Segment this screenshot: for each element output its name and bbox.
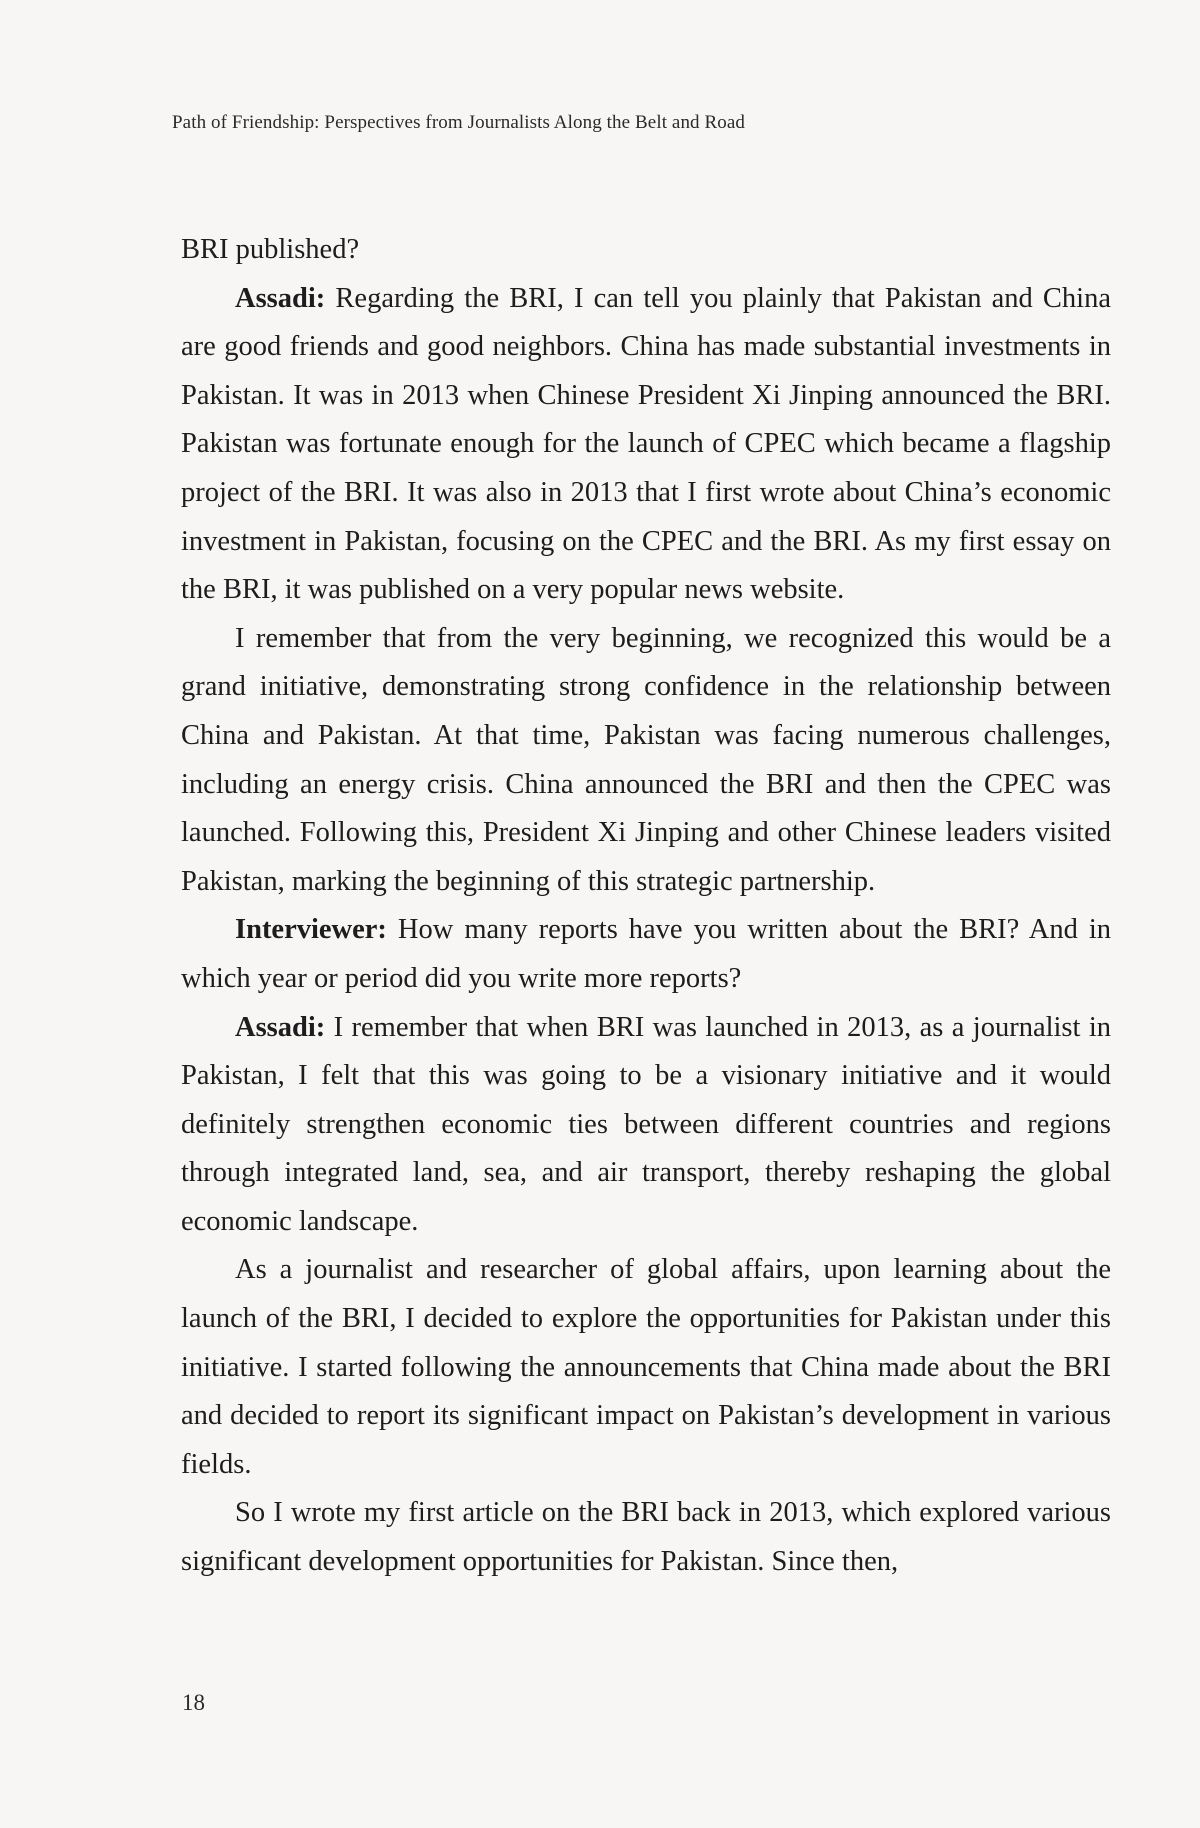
running-header: Path of Friendship: Perspectives from Journalists Along the Belt and Road	[172, 112, 746, 133]
body-text	[181, 226, 1111, 1587]
paragraph-text: As a journalist and researcher of global affairs, upon learning about the launch of the BRI, I decided to explore the opportunities for Pakistan under this initiative. I started following the announcements that China made about the BRI and decided to report its significant impact on Pakistan’s development in various fields.	[181, 1254, 1111, 1480]
paragraph-text: I remember that from the very beginning, we recognized this would be a grand initiative, demonstrating strong confidence in the relationship between China and Pakistan. At that time, Pakistan was facing numerous challenges, including an energy crisis. China announced the BRI and then the CPEC was launched. Following this, President Xi Jinping and other Chinese leaders visited Pakistan, marking the beginning of this strategic partnership.	[181, 622, 1111, 897]
paragraph-assadi-answer-5	[181, 1489, 1111, 1586]
speaker-label: Assadi:	[235, 282, 326, 314]
paragraph-assadi-answer-1	[181, 275, 1111, 615]
paragraph-assadi-answer-3	[181, 1004, 1111, 1247]
paragraph-text: BRI published?	[181, 234, 360, 265]
paragraph-continuation	[181, 226, 1111, 275]
paragraph-text: How many reports have you written about the BRI? And in which year or period did you write more reports?	[181, 914, 1111, 994]
paragraph-assadi-answer-4	[181, 1246, 1111, 1489]
paragraph-text: So I wrote my first article on the BRI back in 2013, which explored various significant development opportunities for Pakistan. Since then,	[181, 1497, 1111, 1578]
speaker-label: Assadi:	[235, 1011, 326, 1043]
page-number: 18	[182, 1690, 205, 1715]
speaker-label: Interviewer:	[235, 914, 387, 946]
paragraph-text: Regarding the BRI, I can tell you plainly that Pakistan and China are good friends and good neighbors. China has made substantial investments in Pakistan. It was in 2013 when Chinese President Xi Jinping announced the BRI. Pakistan was fortunate enough for the launch of CPEC which became a flagship project of the BRI. It was also in 2013 that I first wrote about China’s economic investment in Pakistan, focusing on the CPEC and the BRI. As my first essay on the BRI, it was published on a very popular news website.	[181, 282, 1111, 606]
paragraph-interviewer-question	[181, 906, 1111, 1003]
paragraph-text: I remember that when BRI was launched in 2013, as a journalist in Pakistan, I felt that this was going to be a visionary initiative and it would definitely strengthen economic ties between different countries and regions through integrated land, sea, and air transport, thereby reshaping the global economic landscape.	[181, 1011, 1111, 1237]
paragraph-assadi-answer-2	[181, 615, 1111, 907]
